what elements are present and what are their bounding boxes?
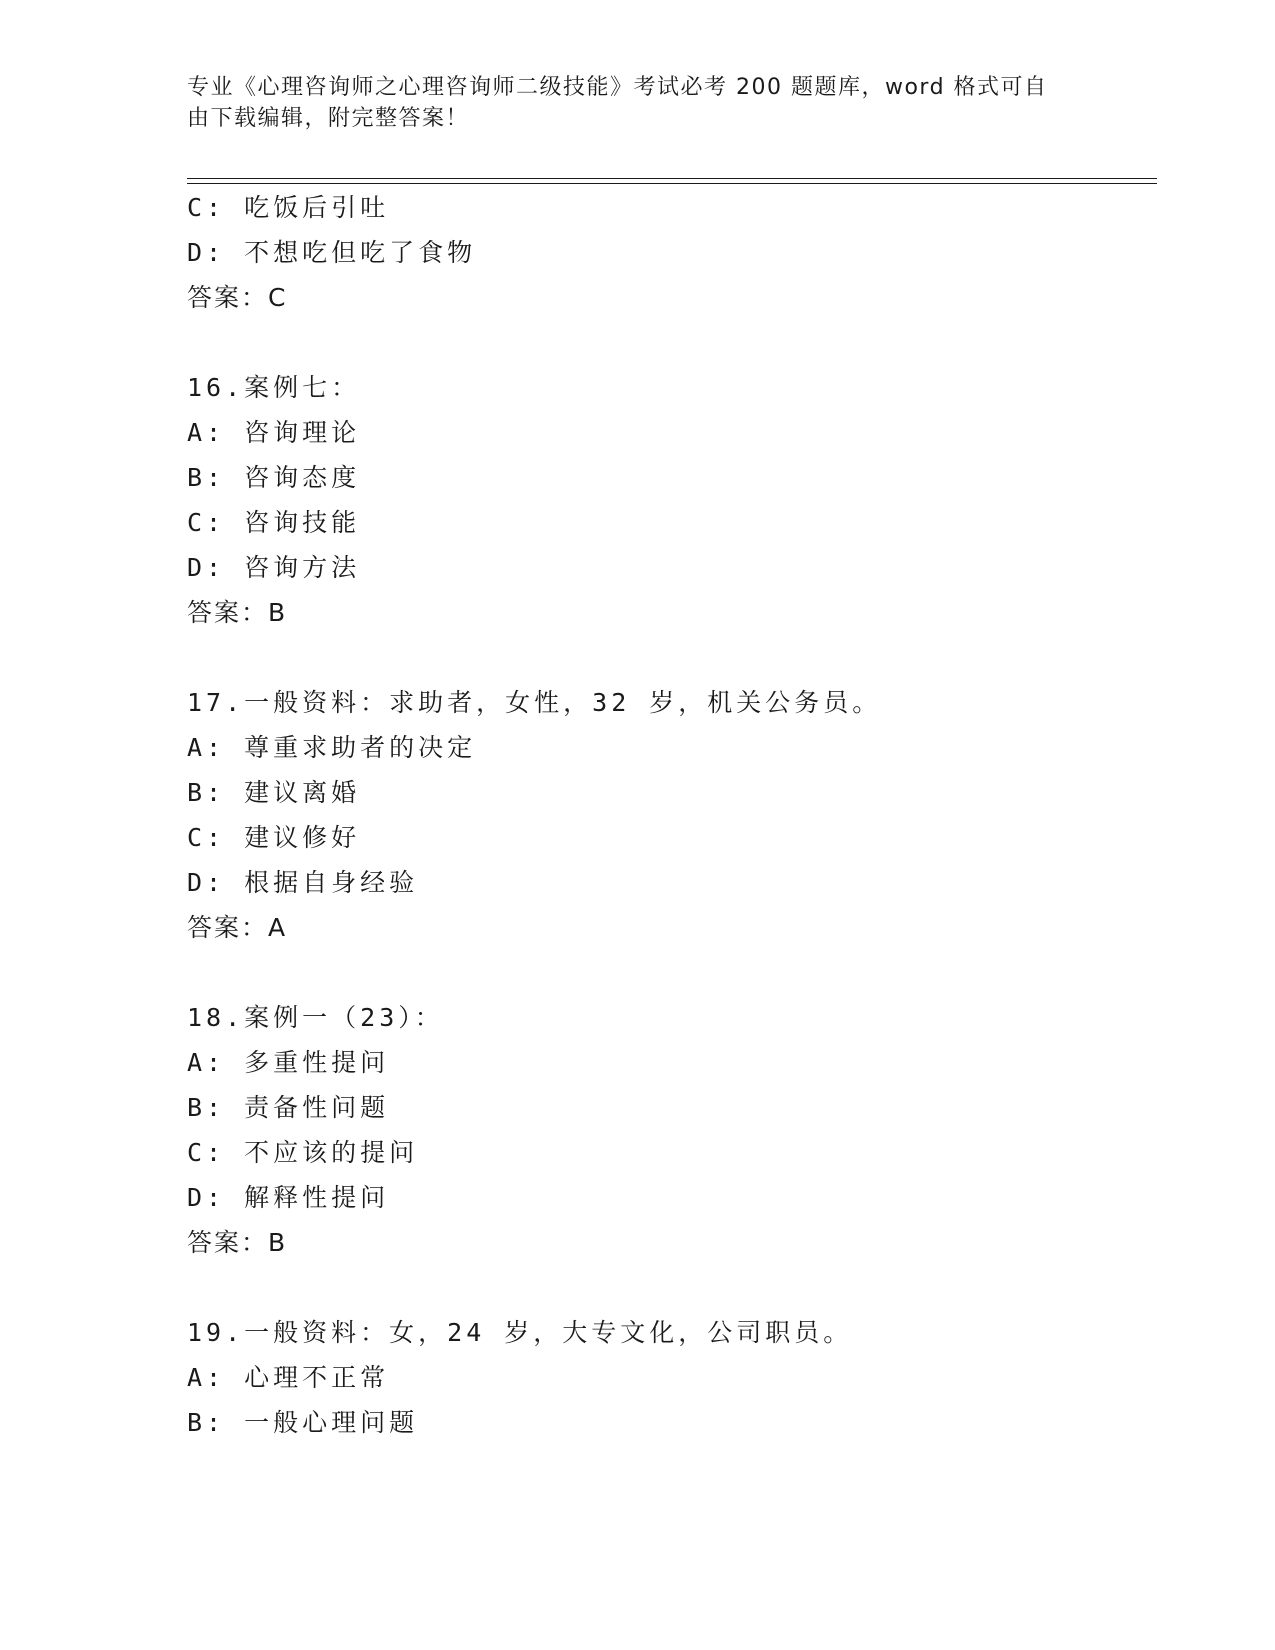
option-a-line: A: 尊重求助者的决定 — [187, 733, 477, 762]
option-a-line: A: 心理不正常 — [187, 1363, 390, 1392]
option-c-line: C: 不应该的提问 — [187, 1138, 419, 1167]
option-d-line: D: 不想吃但吃了食物 — [187, 238, 477, 267]
option-b-line: B: 责备性问题 — [187, 1093, 390, 1122]
question-16: 16.案例七： — [187, 373, 361, 402]
document-header — [187, 72, 1067, 134]
header-divider-top — [187, 178, 1157, 179]
answer-line: 答案：C — [187, 283, 288, 312]
option-d-line: D: 根据自身经验 — [187, 868, 419, 897]
option-c-line: C: 建议修好 — [187, 823, 361, 852]
question-17: 17.一般资料：求助者，女性，32 岁，机关公务员。 — [187, 688, 882, 717]
header-line-1: 专业《心理咨询师之心理咨询师二级技能》考试必考 200 题题库，word 格式可自 — [187, 75, 1048, 100]
option-c-line: C: 吃饭后引吐 — [187, 193, 390, 222]
header-divider-bottom — [187, 183, 1157, 184]
option-a-line: A: 多重性提问 — [187, 1048, 390, 1077]
option-d-line: D: 解释性提问 — [187, 1183, 390, 1212]
header-line-2: 由下载编辑，附完整答案！ — [187, 106, 470, 131]
option-a-line: A: 咨询理论 — [187, 418, 361, 447]
option-b-line: B: 建议离婚 — [187, 778, 361, 807]
option-b-line: B: 一般心理问题 — [187, 1408, 419, 1437]
option-d-line: D: 咨询方法 — [187, 553, 361, 582]
option-c-line: C: 咨询技能 — [187, 508, 361, 537]
answer-line: 答案：B — [187, 1228, 288, 1257]
option-b-line: B: 咨询态度 — [187, 463, 361, 492]
answer-line: 答案：B — [187, 598, 288, 627]
question-19: 19.一般资料：女，24 岁，大专文化，公司职员。 — [187, 1318, 853, 1347]
answer-line: 答案：A — [187, 913, 288, 942]
question-18: 18.案例一（23）： — [187, 1003, 444, 1032]
